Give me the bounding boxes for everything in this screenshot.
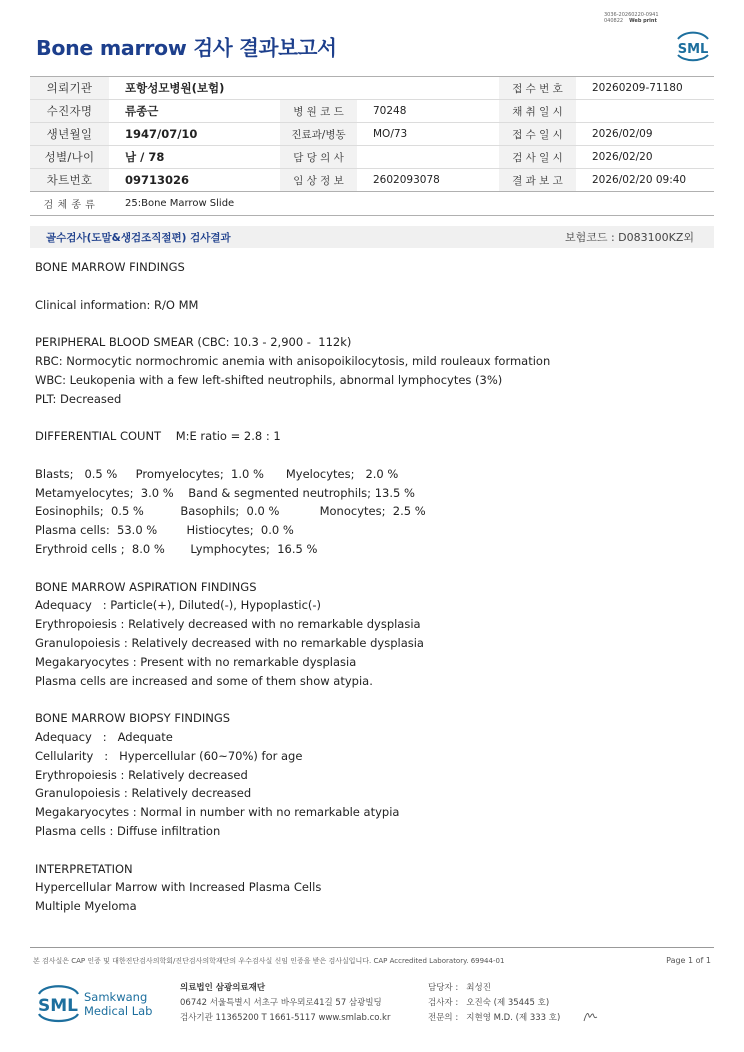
collection-date-label: 채 취 일 시 xyxy=(499,100,576,122)
web-print-label: Web print xyxy=(629,18,657,24)
report-line: RBC: Normocytic normochromic anemia with anisopoikilocytosis, mild rouleaux formation xyxy=(35,353,551,368)
footer-divider xyxy=(30,947,714,948)
sml-logo-icon xyxy=(672,25,714,65)
report-line: Adequacy : Adequate xyxy=(35,729,173,744)
info-row xyxy=(30,123,714,146)
info-empty-value xyxy=(357,77,499,99)
report-line: WBC: Leukopenia with a few left-shifted neutrophils, abnormal lymphocytes (3%) xyxy=(35,372,503,387)
specimen-row xyxy=(30,192,714,216)
report-line: BONE MARROW FINDINGS xyxy=(35,260,185,274)
birth-date-value: 1947/07/10 xyxy=(125,127,198,141)
report-line: Plasma cells are increased and some of them show atypia. xyxy=(35,673,373,688)
samkwang-logo-icon xyxy=(36,980,154,1026)
report-line: Megakaryocytes : Normal in number with no remarkable atypia xyxy=(35,805,400,820)
physician-value xyxy=(357,146,499,168)
receipt-date-label: 접 수 일 시 xyxy=(499,123,576,145)
accession-number-label: 접 수 번 호 xyxy=(499,77,576,99)
receipt-date-value: 2026/02/09 xyxy=(592,128,653,140)
sex-age-value: 남 / 78 xyxy=(125,150,165,164)
physician-label: 담 당 의 사 xyxy=(280,146,357,168)
page-number: Page 1 of 1 xyxy=(666,956,711,965)
report-line: Metamyelocytes; 3.0 % Band & segmented neutrophils; 13.5 % xyxy=(35,485,415,500)
footer-logo-text: SML xyxy=(38,996,78,1016)
patient-name-label: 수진자명 xyxy=(30,100,109,122)
report-line: Hypercellular Marrow with Increased Plasma Cells xyxy=(35,880,322,895)
specimen-type-value: 25:Bone Marrow Slide xyxy=(109,192,234,215)
clinical-info-label: 임 상 정 보 xyxy=(280,169,357,191)
report-line: Eosinophils; 0.5 % Basophils; 0.0 % Monocytes; 2.5 % xyxy=(35,504,426,519)
staff-specialist: 전문의 : 지현영 M.D. (제 333 호) xyxy=(428,1013,561,1023)
reference-number: 3036-20260220-0941 xyxy=(604,12,659,18)
report-line: INTERPRETATION xyxy=(35,861,133,876)
hospital-code-label: 병 원 코 드 xyxy=(280,100,357,122)
signature-icon xyxy=(582,1008,600,1024)
chart-number-label: 차트번호 xyxy=(30,169,109,191)
organization-address: 06742 서울특별시 서초구 바우뫼로41길 57 삼광빌딩 xyxy=(180,998,382,1008)
report-line: BONE MARROW BIOPSY FINDINGS xyxy=(35,711,231,726)
report-line xyxy=(35,559,705,578)
report-line: Granulopoiesis : Relatively decreased with no remarkable dysplasia xyxy=(35,635,424,650)
birth-date-label: 생년월일 xyxy=(30,123,109,145)
report-line xyxy=(35,446,705,465)
report-line: Erythropoiesis : Relatively decreased with no remarkable dysplasia xyxy=(35,617,421,632)
section-title: 골수검사(도말&생검조직절편) 검사결과 xyxy=(46,231,231,244)
staff-examiner: 검사자 : 오진숙 (제 35445 호) xyxy=(428,998,550,1008)
hospital-code-value: 70248 xyxy=(373,105,407,117)
logo-text: SML xyxy=(677,42,709,57)
info-row xyxy=(30,100,714,123)
report-line: Adequacy : Particle(+), Diluted(-), Hypoplastic(-) xyxy=(35,598,322,613)
organization-name: 의료법인 삼광의료재단 xyxy=(180,983,266,993)
accreditation-note: 본 검사실은 CAP 인증 및 대한진단검사의학회/진단검사의학재단의 우수검사실 신임 인증을 받은 검사실입니다. CAP Accredited Laboratory. 69944-01 xyxy=(33,957,505,965)
report-line: Megakaryocytes : Present with no remarkable dysplasia xyxy=(35,654,357,669)
report-line xyxy=(35,277,705,296)
report-date-label: 결 과 보 고 xyxy=(499,169,576,191)
report-line xyxy=(35,314,705,333)
report-line: Plasma cells : Diffuse infiltration xyxy=(35,823,221,838)
report-date-value: 2026/02/20 09:40 xyxy=(592,174,687,186)
logo-name-line1: Samkwang xyxy=(84,990,148,1004)
document-reference xyxy=(604,12,659,24)
test-date-value: 2026/02/20 xyxy=(592,151,653,163)
report-line: PERIPHERAL BLOOD SMEAR (CBC: 10.3 - 2,900 - 112k) xyxy=(35,335,352,350)
report-line: PLT: Decreased xyxy=(35,391,122,406)
result-section-header xyxy=(30,226,714,248)
report-line: Granulopoiesis : Relatively decreased xyxy=(35,786,252,801)
patient-info-table xyxy=(30,76,714,216)
sex-age-label: 성별/나이 xyxy=(30,146,109,168)
info-row xyxy=(30,77,714,100)
chart-number-value: 09713026 xyxy=(125,173,190,187)
department-value: MO/73 xyxy=(373,128,408,140)
report-line xyxy=(35,841,705,860)
report-line xyxy=(35,408,705,427)
patient-name-value: 류종근 xyxy=(125,104,159,118)
report-line: Blasts; 0.5 % Promyelocytes; 1.0 % Myelocytes; 2.0 % xyxy=(35,466,399,481)
report-line: Cellularity : Hypercellular (60~70%) for age xyxy=(35,748,303,763)
report-line: Plasma cells: 53.0 % Histiocytes; 0.0 % xyxy=(35,523,294,538)
accession-number-value: 20260209-71180 xyxy=(592,82,683,94)
report-line: Multiple Myeloma xyxy=(35,899,137,914)
test-date-label: 검 사 일 시 xyxy=(499,146,576,168)
referring-institution-label: 의뢰기관 xyxy=(30,77,109,99)
collection-date-value xyxy=(576,100,714,122)
info-row xyxy=(30,169,714,192)
report-line xyxy=(35,690,705,709)
info-row xyxy=(30,146,714,169)
referring-institution-value: 포항성모병원(보험) xyxy=(125,81,225,95)
clinical-info-value: 2602093078 xyxy=(373,174,440,186)
specimen-type-label: 검 체 종 류 xyxy=(30,192,109,215)
logo-name-line2: Medical Lab xyxy=(84,1004,153,1018)
department-label: 진료과/병동 xyxy=(280,123,357,145)
reference-code: 040822 xyxy=(604,18,624,24)
insurance-code: 보험코드 : D083100KZ외 xyxy=(564,231,694,244)
report-line: Clinical information: R/O MM xyxy=(35,297,199,312)
organization-contact: 검사기관 11365200 T 1661-5117 www.smlab.co.kr xyxy=(180,1013,391,1023)
report-title: Bone marrow 검사 결과보고서 xyxy=(36,36,337,60)
report-line: Erythroid cells ; 8.0 % Lymphocytes; 16.5 % xyxy=(35,541,318,556)
report-body xyxy=(35,258,705,916)
report-line: BONE MARROW ASPIRATION FINDINGS xyxy=(35,579,257,594)
staff-contact-person: 담당자 : 최성진 xyxy=(428,983,491,993)
report-line: Erythropoiesis : Relatively decreased xyxy=(35,767,248,782)
info-empty-label xyxy=(280,77,357,99)
report-line: DIFFERENTIAL COUNT M:E ratio = 2.8 : 1 xyxy=(35,429,281,444)
